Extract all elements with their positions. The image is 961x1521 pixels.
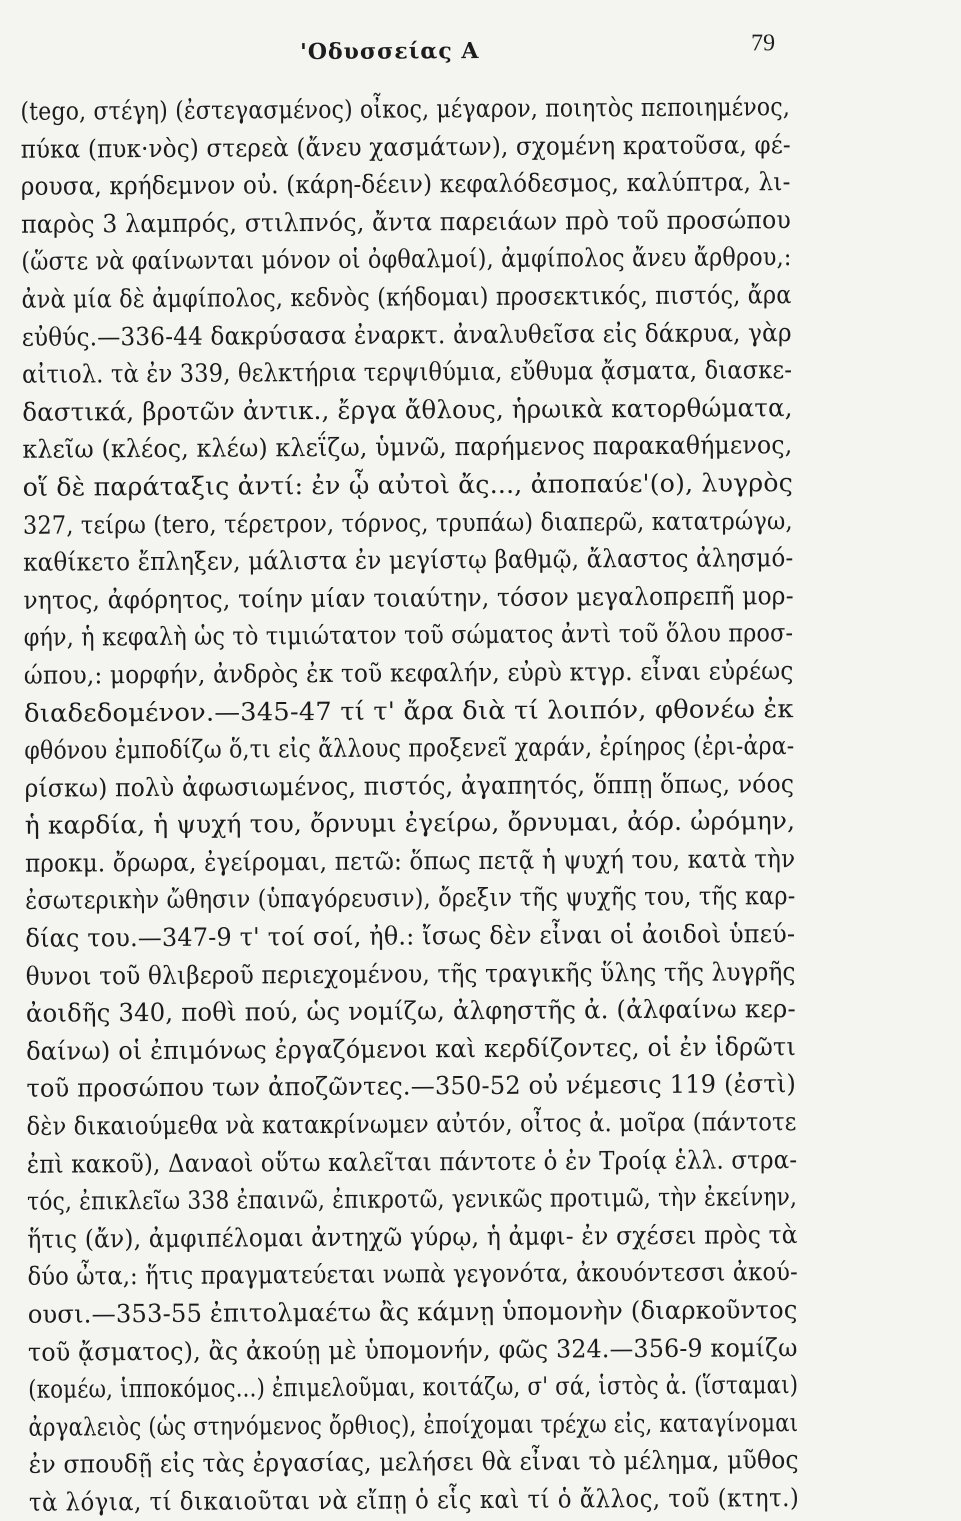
text-line: τός, ἐπικλεῖω 338 ἐπαινῶ, ἐπικροτῶ, γενικῶς προτιμῶ, τὴν ἐκείνην, [26,1182,798,1217]
text-line: (tego, στέγη) (ἐστεγασμένος) οἶκος, μέγαρον, ποιητὸς πεποιημένος, [20,92,791,126]
text-line: δύο ὦτα,: ἥτις πραγματεύεται νωπὰ γεγονότα, ἀκουόντεσσι ἀκού- [27,1257,798,1292]
text-line: (κομέω, ἱπποκόμος...) ἐπιμελοῦμαι, κοιτάζω, σ' σά, ἱστὸς ἀ. (ἵσταμαι) [28,1370,799,1404]
text-line: πύκα (πυκ·νὸς) στερεὰ (ἄνευ χασμάτων), σχομένη κρατοῦσα, φέ- [20,129,791,164]
text-line: ἀνὰ μία δὲ ἀμφίπολος, κεδνὸς (κήδομαι) προσεκτικός, πιστός, ἄρα [21,280,792,314]
running-head [0,27,961,69]
text-line: ουσι.—353-55 ἐπιτολμαέτω ἂς κάμνῃ ὑπομονὴν (διαρκοῦντος [27,1295,798,1329]
text-line: φήν, ἡ κεφαλὴ ὡς τὸ τιμιώτατον τοῦ σώματος ἀντὶ τοῦ ὅλου προσ- [23,618,794,653]
text-line: ἐν σπουδῇ εἰς τὰς ἐργασίας, μελήσει θὰ εἶναι τὸ μέλημα, μῦθος [28,1445,799,1480]
text-line: κλεῖω (κλέος, κλέω) κλεΐζω, ὑμνῶ, παρήμενος παρακαθήμενος, [22,430,793,465]
text-line: (ὥστε νὰ φαίνωνται μόνον οἱ ὀφθαλμοί), ἀμφίπολος ἄνευ ἄρθρου,: [21,242,792,277]
text-line: ἡ καρδία, ἡ ψυχή του, ὄρνυμι ἐγείρω, ὄρνυμαι, ἀόρ. ὠρόμην, [24,806,796,841]
text-line: προκμ. ὄρωρα, ἐγείρομαι, πετῶ: ὅπως πετᾷ ἡ ψυχή του, κατὰ τὴν [24,843,796,878]
text-line: θυνοι τοῦ θλιβεροῦ περιεχομένου, τῆς τραγικῆς ὕλης τῆς λυγρῆς [25,956,796,991]
text-line: 327, τείρω (tero, τέρετρον, τόρνος, τρυπάω) διαπερῶ, κατατρώγω, [22,505,793,540]
text-line: δαίνω) οἱ ἐπιμόνως ἐργαζόμενοι καὶ κερδίζοντες, οἱ ἐν ἱδρῶτι [26,1031,797,1066]
text-line: ρουσα, κρήδεμνον οὐ. (κάρη-δέειν) κεφαλόδεσμος, καλύπτρα, λι- [20,167,791,201]
text-line: ἀοιδῆς 340, ποθὶ πού, ὡς νομίζω, ἀλφηστῆς ἀ. (ἀλφαίνω κερ- [25,994,796,1029]
commentary-text [0,87,909,1521]
text-line: ώπου,: μορφήν, ἀνδρὸς ἐκ τοῦ κεφαλήν, εὐρὺ κτγρ. εἶναι εὐρέως [23,656,794,690]
text-line: τοῦ ᾄσματος), ἂς ἀκούῃ μὲ ὑπομονήν, φῶς 324.—356-9 κομίζω [27,1332,798,1367]
text-line: ἥτις (ἄν), ἀμφιπέλομαι ἀντηχῶ γύρῳ, ἡ ἀμφι- ἐν σχέσει πρὸς τὰ [27,1219,798,1254]
text-line: οἵ δὲ παράταξις ἀντί: ἐν ᾧ αὐτοὶ ἄς..., ἀποπαύε'(ο), λυγρὸς [22,468,794,502]
text-line: δαστικά, βροτῶν ἀντικ., ἔργα ἄθλους, ἡρωικὰ κατορθώματα, [22,392,793,427]
text-line: ἐπὶ κακοῦ), Δαναοὶ οὕτω καλεῖται πάντοτε ὁ ἐν Τροίᾳ ἑλλ. στρα- [26,1144,798,1179]
text-line: νητος, ἀφόρητος, τοίην μίαν τοιαύτην, τόσον μεγαλοπρεπῆ μορ- [23,580,794,615]
text-line: δίας του.—347-9 τ' τοί σοί, ἠθ.: ἴσως δὲν εἶναι οἱ ἀοιδοὶ ὑπεύ- [25,919,796,953]
text-line: παρὸς 3 λαμπρός, στιλπνός, ἄντα παρειάων πρὸ τοῦ προσώπου [21,204,792,239]
text-line: τὰ λόγια, τί δικαιοῦται νὰ εἴπῃ ὁ εἷς καὶ τί ὁ ἄλλος, τοῦ (κτητ.) [28,1483,800,1517]
page-number: 79 [750,30,776,57]
text-line: καθίκετο ἔπληξεν, μάλιστα ἐν μεγίστῳ βαθμῷ, ἄλαστος ἀλησμό- [23,543,794,577]
text-line: τοῦ προσώπου των ἀποζῶντες.—350-52 οὐ νέμεσις 119 (ἐστὶ) [26,1069,797,1104]
running-title: 'Οδυσσείας Α [299,38,480,66]
text-line: διαδεδομένον.—345-47 τί τ' ἄρα διὰ τί λοιπόν, φθονέω ἐκ [24,693,794,728]
text-line: ρίσκω) πολὺ ἀφωσιωμένος, πιστός, ἀγαπητός, ὅππῃ ὅπως, νόος [24,768,795,803]
text-line: αἰτιολ. τὰ ἐν 339, θελκτήρια τερψιθύμια, εὔθυμα ᾄσματα, διασκε- [21,355,793,389]
text-line: εὐθύς.—336-44 δακρύσασα ἐναρκτ. ἀναλυθεῖσα εἰς δάκρυα, γὰρ [21,317,792,352]
text-line: ἀργαλειὸς (ὡς στηνόμενος ὄρθιος), ἐποίχομαι τρέχω εἰς, καταγίνομαι [28,1407,799,1442]
text-line: φθόνου ἐμποδίζω ὅ,τι εἰς ἄλλους προξενεῖ χαράν, ἐρίηρος (ἐρι-ἀρα- [24,731,795,765]
text-line: δὲν δικαιούμεθα νὰ κατακρίνωμεν αὐτόν, οἶτος ἀ. μοῖρα (πάντοτε [26,1107,797,1141]
text-line: ἐσωτερικὴν ὤθησιν (ὑπαγόρευσιν), ὄρεξιν τῆς ψυχῆς του, τῆς καρ- [25,881,796,916]
